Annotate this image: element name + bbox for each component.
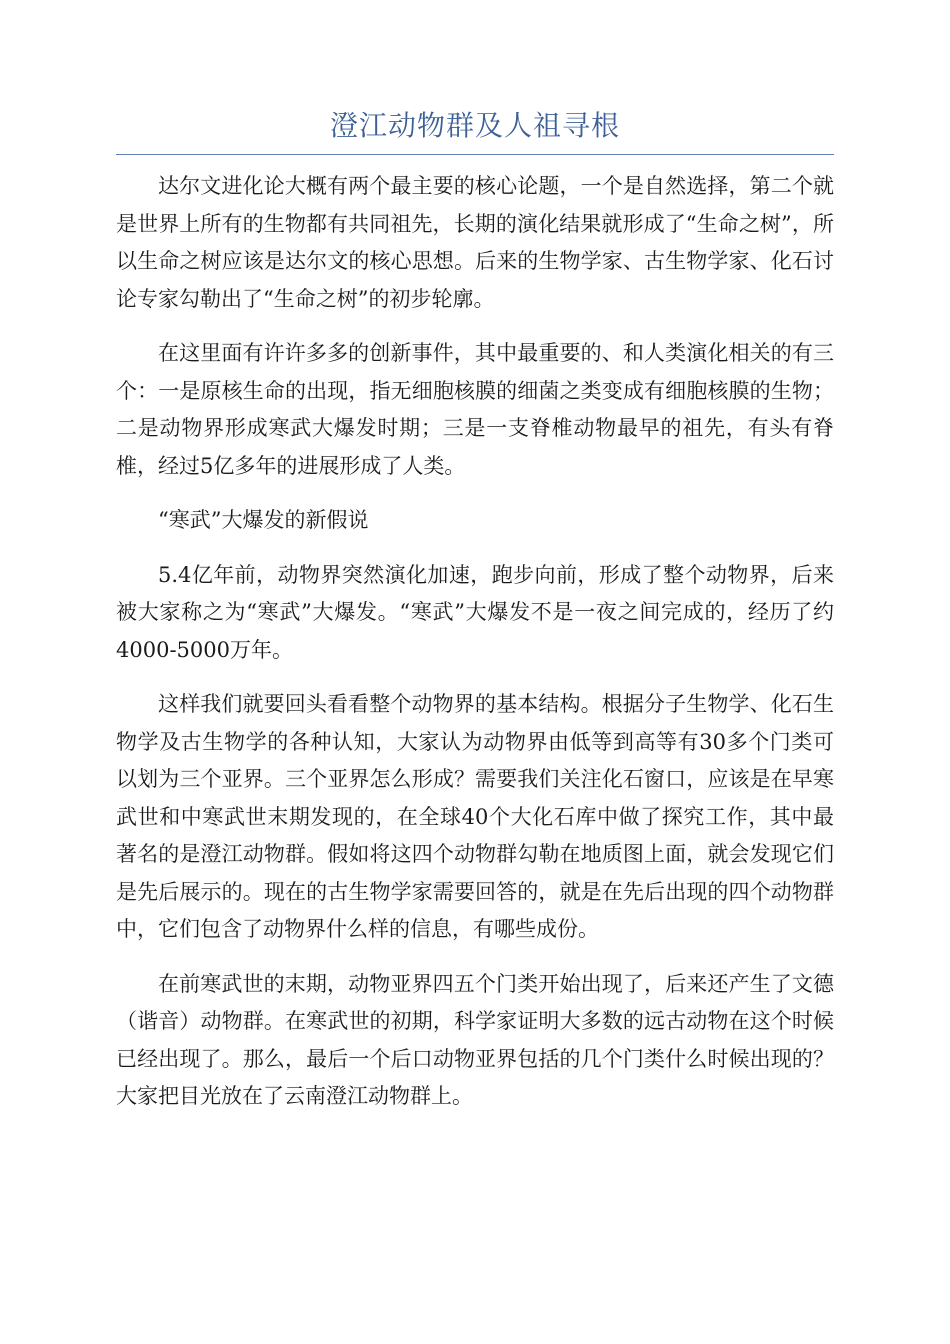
paragraph-5: 在前寒武世的末期，动物亚界四五个门类开始出现了，后来还产生了文德（谐音）动物群。在寒武世的初期，科学家证明大多数的远古动物在这个时候已经出现了。那么，最后一个后口动物亚界包括的几个门类什么时候出现的？大家把目光放在了云南澄江动物群上。 [116, 971, 834, 1108]
paragraph-3: 5.4亿年前，动物界突然演化加速，跑步向前，形成了整个动物界，后来被大家称之为“寒武”大爆发。“寒武”大爆发不是一夜之间完成的，经历了约4000-5000万年。 [116, 562, 834, 662]
page-title: 澄江动物群及人祖寻根 [329, 109, 620, 142]
title-underline [116, 154, 834, 155]
section-heading: “寒武”大爆发的新假说 [158, 508, 369, 532]
paragraph-2: 在这里面有许许多多的创新事件，其中最重要的、和人类演化相关的有三个：一是原核生命的出现，指无细胞核膜的细菌之类变成有细胞核膜的生物；二是动物界形成寒武大爆发时期；三是一支脊椎动物最早的祖先，有头有脊椎，经过5亿多年的进展形成了人类。 [116, 341, 834, 478]
document-body [116, 168, 834, 1133]
paragraph-1: 达尔文进化论大概有两个最主要的核心论题，一个是自然选择，第二个就是世界上所有的生物都有共同祖先，长期的演化结果就形成了“生命之树”，所以生命之树应该是达尔文的核心思想。后来的生物学家、古生物学家、化石讨论专家勾勒出了“生命之树”的初步轮廓。 [116, 174, 834, 311]
paragraph-4: 这样我们就要回头看看整个动物界的基本结构。根据分子生物学、化石生物学及古生物学的各种认知，大家认为动物界由低等到高等有30多个门类可以划为三个亚界。三个亚界怎么形成？需要我们关注化石窗口，应该是在早寒武世和中寒武世末期发现的，在全球40个大化石库中做了探究工作，其中最著名的是澄江动物群。假如将这四个动物群勾勒在地质图上面，就会发现它们是先后展示的。现在的古生物学家需要回答的，就是在先后出现的四个动物群中，它们包含了动物界什么样的信息，有哪些成份。 [116, 692, 834, 941]
